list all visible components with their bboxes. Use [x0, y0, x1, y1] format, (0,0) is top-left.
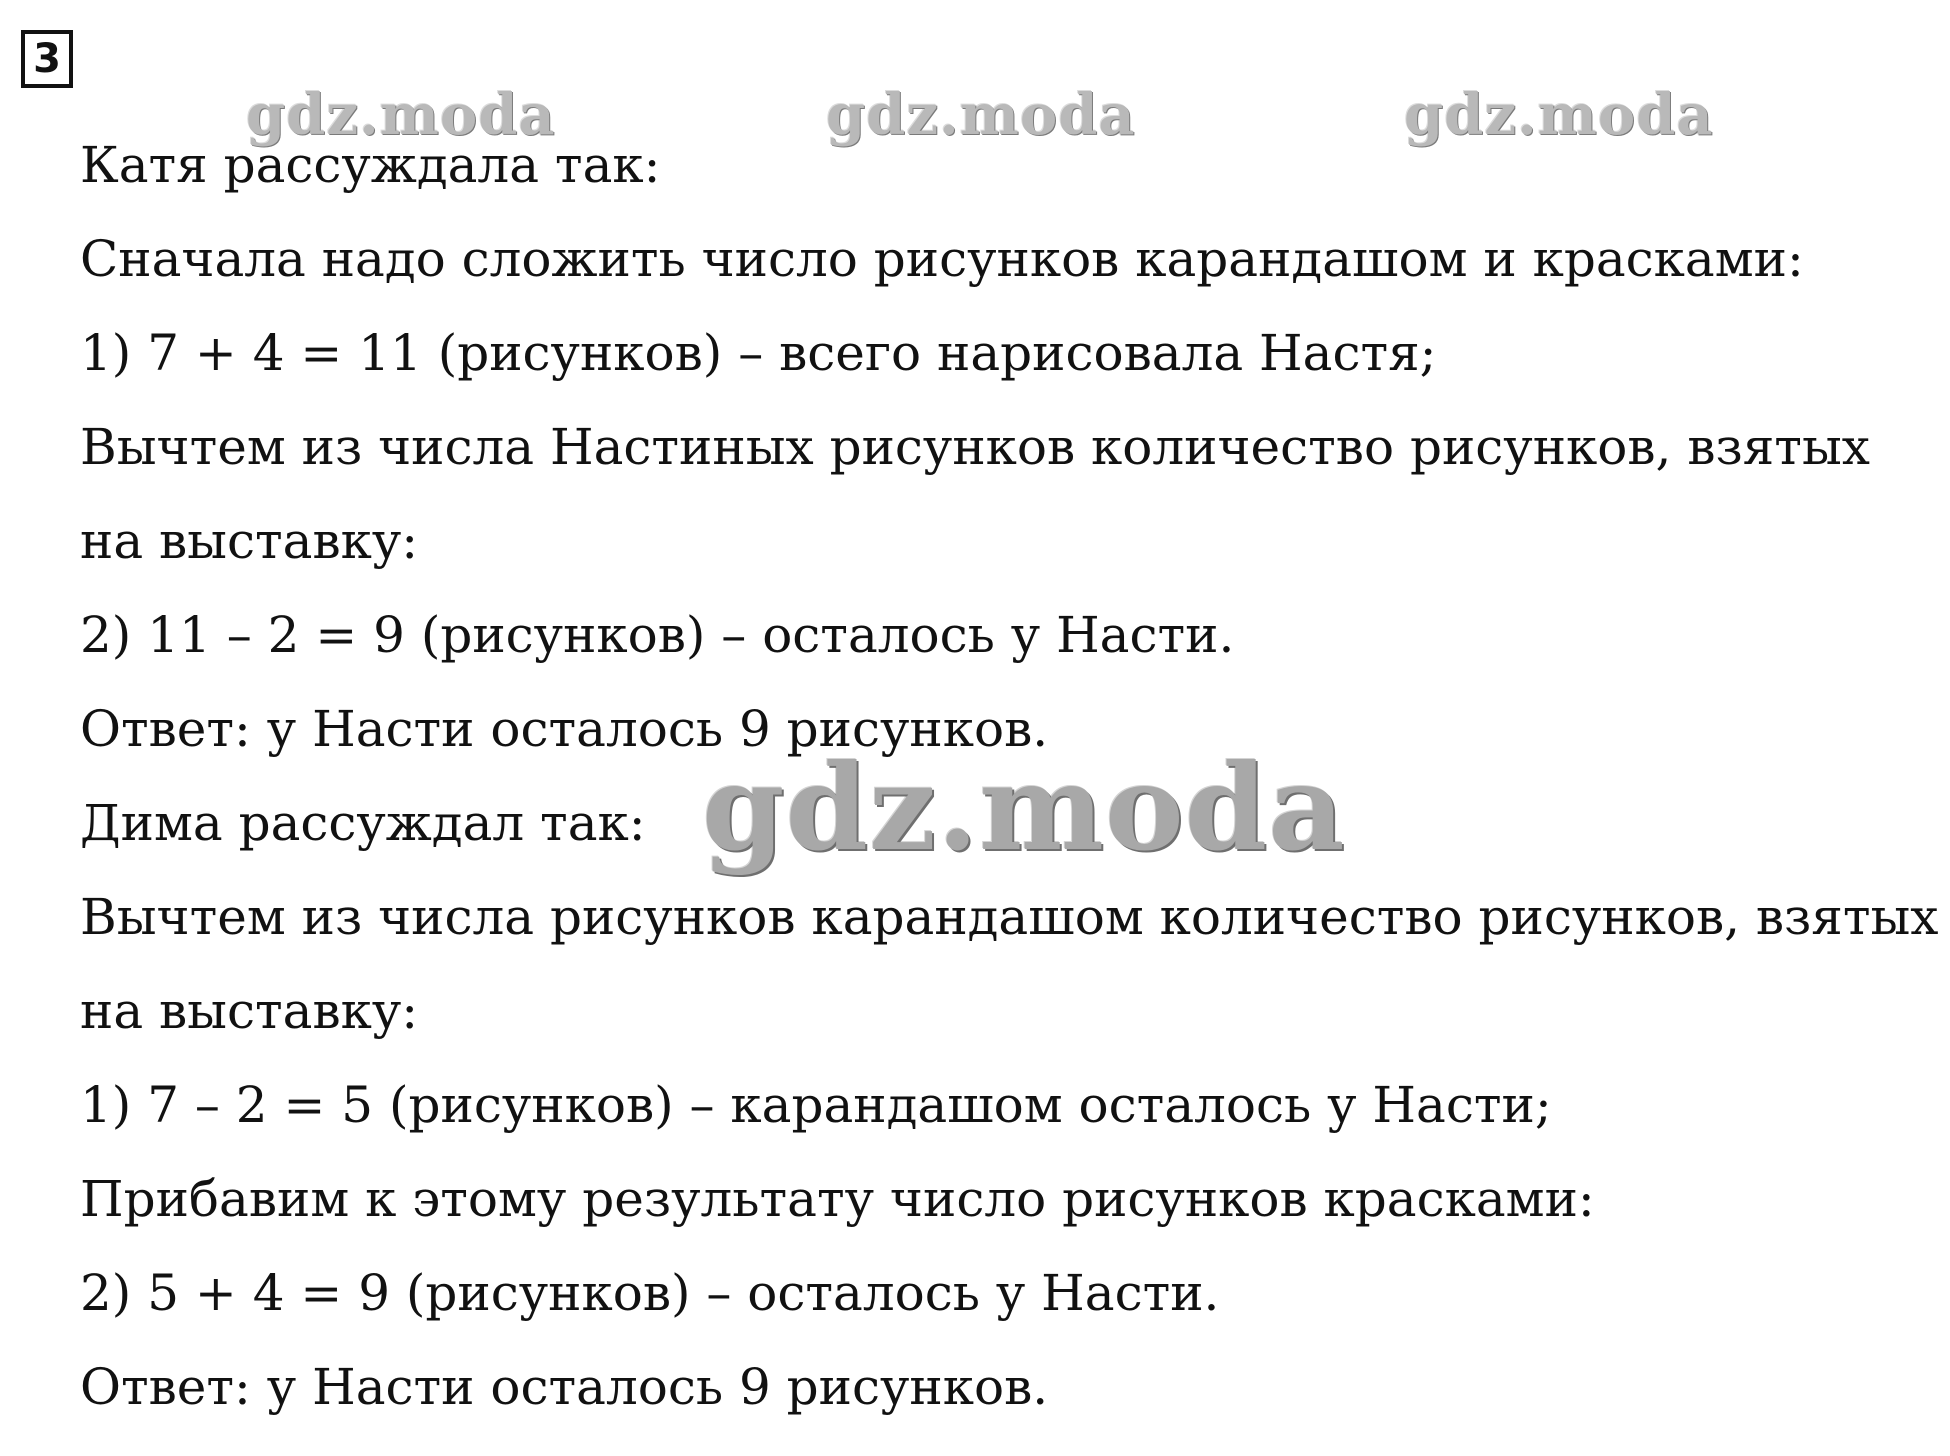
dima-step-2-description: Прибавим к этому результату число рисунков красками:: [80, 1170, 1595, 1228]
dima-intro-line: Дима рассуждал так:: [80, 794, 646, 852]
watermark-text: gdz.moda: [246, 82, 556, 148]
katya-step-2-description-cont: на выставку:: [80, 512, 419, 570]
dima-step-1: 1) 7 – 2 = 5 (рисунков) – карандашом осталось у Насти;: [80, 1076, 1552, 1134]
katya-step-1: 1) 7 + 4 = 11 (рисунков) – всего нарисовала Настя;: [80, 324, 1437, 382]
katya-intro-line: Катя рассуждала так:: [80, 136, 661, 194]
dima-step-2: 2) 5 + 4 = 9 (рисунков) – осталось у Насти.: [80, 1264, 1220, 1322]
watermark-text: gdz.moda: [826, 82, 1136, 148]
katya-step-2: 2) 11 – 2 = 9 (рисунков) – осталось у Насти.: [80, 606, 1235, 664]
katya-step-2-description: Вычтем из числа Настиных рисунков количество рисунков, взятых: [80, 418, 1870, 476]
katya-step-description: Сначала надо сложить число рисунков карандашом и красками:: [80, 230, 1804, 288]
watermark-text: gdz.moda: [1404, 82, 1714, 148]
dima-step-description-cont: на выставку:: [80, 982, 419, 1040]
watermark-text-large: gdz.moda: [702, 738, 1346, 877]
dima-answer: Ответ: у Насти осталось 9 рисунков.: [80, 1358, 1049, 1416]
katya-answer: Ответ: у Насти осталось 9 рисунков.: [80, 700, 1049, 758]
task-number-badge: 3: [21, 30, 73, 88]
dima-step-description: Вычтем из числа рисунков карандашом количество рисунков, взятых: [80, 888, 1939, 946]
